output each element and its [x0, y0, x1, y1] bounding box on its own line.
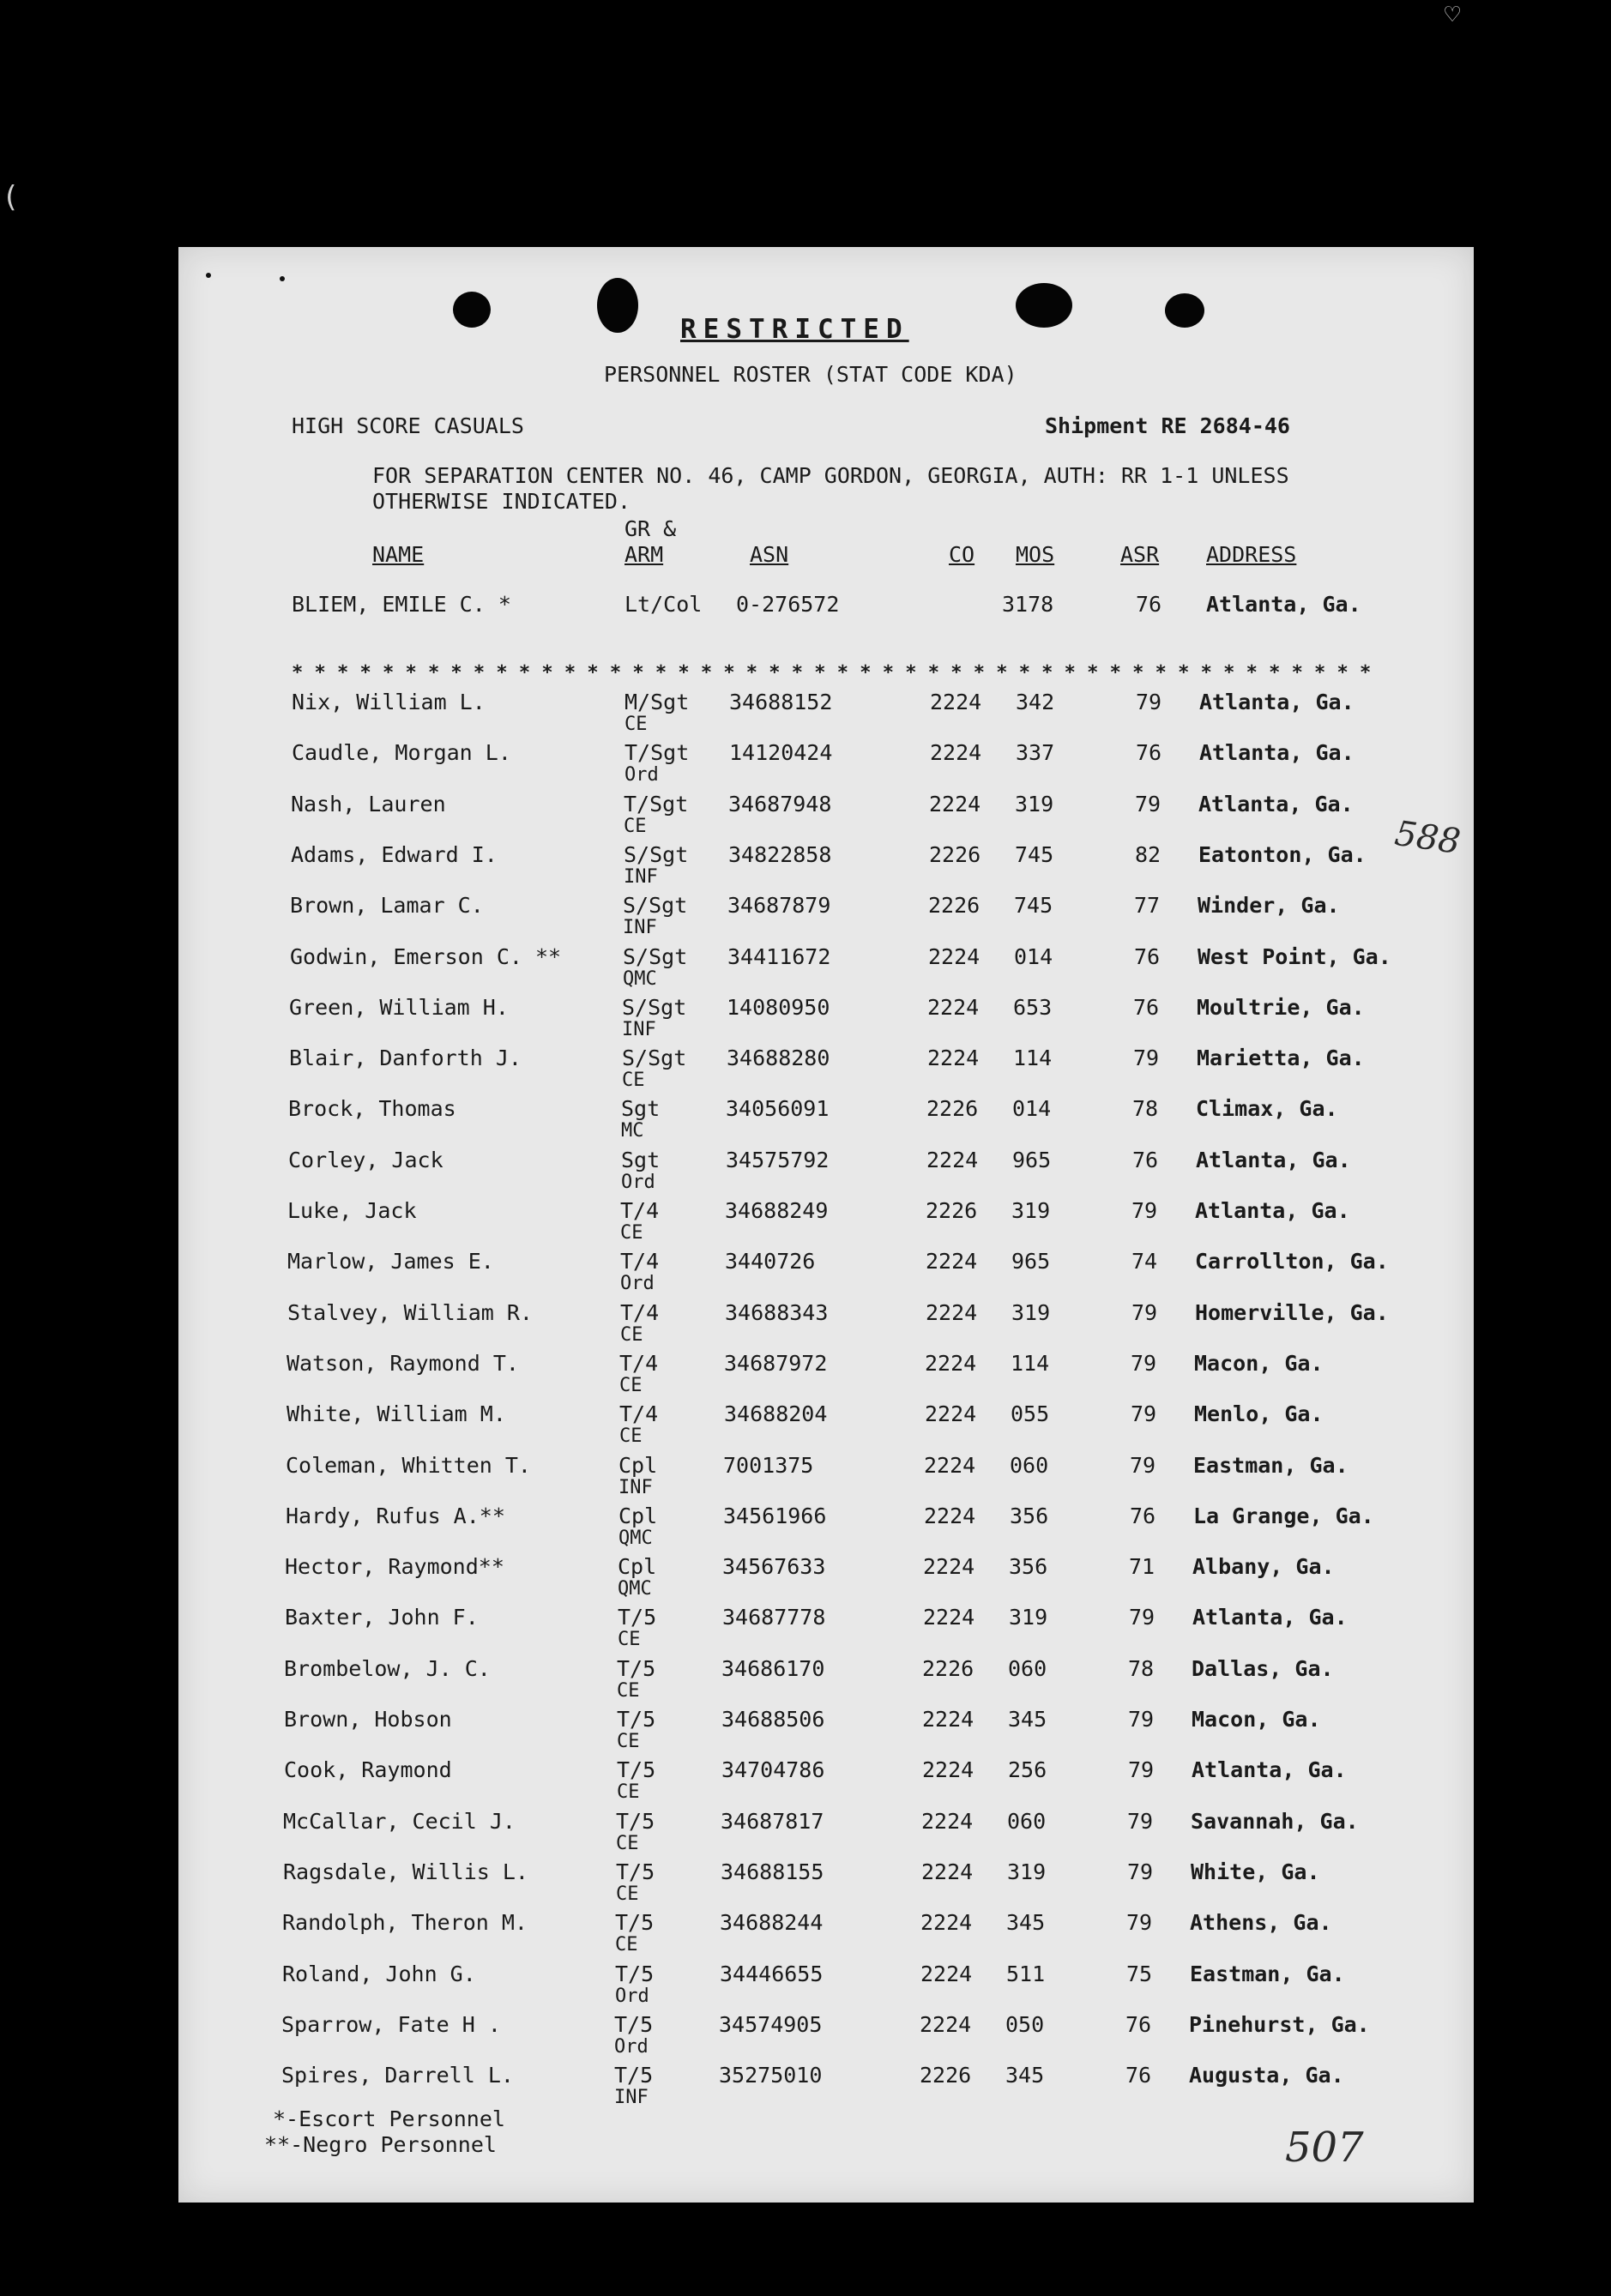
row-grade: T/Sgt: [624, 740, 690, 766]
row-arm: CE: [616, 1883, 639, 1905]
row-asn: 34688280: [727, 1046, 830, 1071]
row-name: Watson, Raymond T.: [287, 1350, 519, 1376]
row-co: 2224: [925, 1401, 977, 1427]
row-name: Hardy, Rufus A.**: [286, 1503, 505, 1528]
row-co: 2226: [929, 841, 981, 867]
row-co: 2226: [928, 893, 980, 919]
row-grade: S/Sgt: [624, 841, 689, 867]
row-grade: T/4: [620, 1249, 660, 1275]
row-arm: QMC: [618, 1578, 652, 1600]
row-mos: 345: [1005, 2063, 1045, 2088]
row-asn: 34686170: [721, 1655, 825, 1681]
row-mos: 114: [1013, 1046, 1053, 1071]
row-co: 2224: [926, 1147, 979, 1172]
row-co: 2224: [926, 1249, 978, 1275]
destination-line-2: OTHERWISE INDICATED.: [372, 489, 631, 514]
row-asr: 79: [1128, 1707, 1155, 1732]
row-mos: 014: [1012, 1096, 1052, 1122]
row-grade: Cpl: [618, 1452, 658, 1478]
row-asn: 14120424: [729, 740, 833, 766]
scan-corner-glyph: ♡: [1445, 0, 1461, 30]
row-asr: 76: [1136, 740, 1162, 766]
row-name: Corley, Jack: [288, 1147, 443, 1172]
row-co: 2224: [921, 1808, 974, 1834]
row-name: Luke, Jack: [287, 1198, 417, 1223]
group-label: HIGH SCORE CASUALS: [292, 413, 524, 438]
row-address: Atlanta, Ga.: [1199, 740, 1355, 766]
row-grade: T/5: [615, 1910, 655, 1936]
shipment-label: Shipment RE 2684-46: [1045, 413, 1290, 438]
row-grade: S/Sgt: [622, 994, 687, 1020]
row-arm: CE: [624, 714, 648, 735]
column-header-arm: ARM: [624, 542, 664, 567]
escort-address: Atlanta, Ga.: [1206, 592, 1361, 617]
row-arm: INF: [618, 1476, 653, 1498]
row-asn: 34688343: [725, 1299, 829, 1325]
row-grade: S/Sgt: [623, 893, 688, 919]
row-arm: INF: [623, 917, 657, 939]
row-name: Caudle, Morgan L.: [292, 740, 511, 766]
row-address: Eatonton, Ga.: [1198, 841, 1367, 867]
row-asn: 35275010: [719, 2063, 823, 2088]
row-asr: 76: [1130, 1503, 1156, 1528]
row-name: Green, William H.: [289, 994, 509, 1020]
column-header-name: NAME: [372, 542, 425, 567]
row-mos: 511: [1006, 1961, 1046, 1986]
row-co: 2224: [930, 690, 982, 714]
row-co: 2224: [923, 1605, 975, 1630]
row-co: 2224: [921, 1859, 974, 1884]
row-asr: 79: [1131, 1198, 1158, 1223]
column-header-asr: ASR: [1120, 542, 1160, 567]
punch-hole: [1165, 293, 1204, 328]
row-asr: 82: [1135, 841, 1161, 867]
row-asn: 14080950: [727, 994, 830, 1020]
row-mos: 345: [1008, 1707, 1047, 1732]
row-arm: CE: [617, 1679, 640, 1702]
row-mos: 345: [1006, 1910, 1046, 1936]
row-address: Atlanta, Ga.: [1192, 1605, 1348, 1630]
row-asn: 34687972: [724, 1350, 828, 1376]
row-arm: CE: [624, 815, 647, 837]
row-address: Carrollton, Ga.: [1195, 1249, 1389, 1275]
row-address: Savannah, Ga.: [1191, 1808, 1359, 1834]
row-arm: CE: [617, 1731, 640, 1752]
escort-mos: 3178: [1002, 592, 1054, 617]
row-asn: 34688244: [720, 1910, 824, 1936]
column-header-address: ADDRESS: [1206, 542, 1297, 567]
row-arm: CE: [619, 1374, 643, 1396]
row-asr: 79: [1131, 1401, 1157, 1427]
row-co: 2224: [922, 1707, 974, 1732]
row-address: Macon, Ga.: [1192, 1707, 1321, 1732]
row-grade: T/4: [620, 1299, 660, 1325]
row-name: Blair, Danforth J.: [289, 1046, 522, 1071]
row-name: Marlow, James E.: [287, 1249, 494, 1275]
row-arm: QMC: [623, 967, 657, 990]
row-arm: CE: [618, 1629, 641, 1651]
row-mos: 319: [1015, 791, 1054, 817]
row-mos: 319: [1011, 1198, 1051, 1223]
row-asn: 34687778: [722, 1605, 826, 1630]
row-asr: 79: [1130, 1452, 1156, 1478]
paper-speck: [206, 273, 211, 278]
row-address: Marietta, Ga.: [1197, 1046, 1365, 1071]
row-co: 2224: [930, 740, 982, 766]
row-arm: INF: [624, 865, 658, 888]
classification-stamp: RESTRICTED: [680, 314, 909, 345]
row-name: McCallar, Cecil J.: [283, 1808, 516, 1834]
row-address: Menlo, Ga.: [1194, 1401, 1324, 1427]
row-name: Nash, Lauren: [291, 791, 446, 817]
row-co: 2224: [924, 1452, 976, 1478]
row-address: Pinehurst, Ga.: [1189, 2011, 1370, 2037]
row-co: 2224: [927, 994, 980, 1020]
row-name: Hector, Raymond**: [285, 1554, 504, 1580]
row-asr: 76: [1125, 2063, 1152, 2088]
row-asn: 34688155: [721, 1859, 824, 1884]
row-co: 2224: [928, 943, 980, 969]
row-asr: 77: [1134, 893, 1161, 919]
row-mos: 055: [1011, 1401, 1050, 1427]
column-header-co: CO: [949, 542, 975, 567]
row-asn: 34446655: [720, 1961, 824, 1986]
row-asr: 76: [1133, 994, 1160, 1020]
row-name: Brock, Thomas: [288, 1096, 456, 1122]
row-co: 2224: [929, 791, 981, 817]
row-grade: T/4: [619, 1401, 659, 1427]
row-asr: 79: [1126, 1910, 1153, 1936]
row-asr: 79: [1133, 1046, 1160, 1071]
roster-title: PERSONNEL ROSTER (STAT CODE KDA): [604, 362, 1017, 387]
row-asr: 79: [1136, 690, 1162, 714]
row-asr: 79: [1129, 1605, 1155, 1630]
row-address: White, Ga.: [1191, 1859, 1320, 1884]
row-co: 2224: [920, 1910, 973, 1936]
row-co: 2226: [920, 2063, 972, 2088]
row-grade: T/5: [617, 1707, 656, 1732]
column-header-mos: MOS: [1016, 542, 1055, 567]
row-mos: 965: [1012, 1147, 1052, 1172]
row-grade: Cpl: [618, 1554, 657, 1580]
row-asr: 78: [1132, 1096, 1159, 1122]
handwritten-page-number-top: 588: [1392, 813, 1463, 863]
row-grade: T/4: [620, 1198, 660, 1223]
row-asr: 79: [1131, 1350, 1157, 1376]
row-arm: INF: [622, 1018, 656, 1040]
row-asn: 34567633: [722, 1554, 826, 1580]
row-name: Coleman, Whitten T.: [286, 1452, 531, 1478]
row-arm: Ord: [620, 1273, 655, 1295]
row-grade: Cpl: [618, 1503, 658, 1528]
row-name: Cook, Raymond: [284, 1757, 452, 1783]
row-grade: S/Sgt: [623, 943, 688, 969]
row-arm: INF: [614, 2087, 649, 2109]
row-address: Macon, Ga.: [1194, 1350, 1324, 1376]
row-asn: 7001375: [723, 1452, 814, 1478]
row-mos: 319: [1007, 1859, 1047, 1884]
row-name: Baxter, John F.: [285, 1605, 479, 1630]
row-grade: T/5: [616, 1859, 655, 1884]
column-header-gr: GR &: [624, 516, 677, 541]
row-address: Atlanta, Ga.: [1199, 690, 1355, 714]
row-asr: 79: [1127, 1808, 1154, 1834]
row-arm: MC: [621, 1120, 644, 1142]
row-address: Moultrie, Ga.: [1197, 994, 1365, 1020]
row-mos: 337: [1016, 740, 1055, 766]
row-arm: CE: [615, 1934, 638, 1956]
row-asr: 76: [1134, 943, 1161, 969]
scan-corner-mark: (: [2, 180, 20, 214]
row-asn: 34411672: [727, 943, 831, 969]
row-address: Albany, Ga.: [1192, 1554, 1335, 1580]
row-asr: 76: [1132, 1147, 1159, 1172]
column-header-asn: ASN: [750, 542, 789, 567]
row-grade: T/4: [619, 1350, 659, 1376]
punch-hole: [597, 278, 638, 333]
row-asn: 34574905: [719, 2011, 823, 2037]
row-asn: 34056091: [726, 1096, 830, 1122]
row-co: 2224: [924, 1503, 976, 1528]
row-co: 2226: [922, 1655, 974, 1681]
row-mos: 060: [1010, 1452, 1049, 1478]
row-asn: 34687948: [728, 791, 832, 817]
row-address: La Grange, Ga.: [1193, 1503, 1374, 1528]
row-asn: 3440726: [725, 1249, 816, 1275]
legend-escort: *-Escort Personnel: [273, 2106, 505, 2131]
row-mos: 114: [1011, 1350, 1050, 1376]
row-grade: Sgt: [621, 1096, 661, 1122]
escort-name: BLIEM, EMILE C. *: [292, 592, 511, 617]
punch-hole: [1016, 283, 1072, 328]
row-mos: 965: [1011, 1249, 1051, 1275]
row-grade: T/Sgt: [624, 791, 689, 817]
row-grade: S/Sgt: [622, 1046, 687, 1071]
row-asr: 79: [1127, 1859, 1154, 1884]
row-asr: 75: [1126, 1961, 1153, 1986]
row-arm: CE: [620, 1323, 643, 1346]
row-address: Atlanta, Ga.: [1195, 1198, 1350, 1223]
row-asr: 78: [1128, 1655, 1155, 1681]
row-address: Climax, Ga.: [1196, 1096, 1338, 1122]
row-name: Godwin, Emerson C. **: [290, 943, 562, 969]
row-address: West Point, Ga.: [1198, 943, 1391, 969]
row-asr: 79: [1128, 1757, 1155, 1783]
row-asn: 34561966: [723, 1503, 827, 1528]
row-name: Spires, Darrell L.: [281, 2063, 514, 2088]
escort-grade: Lt/Col: [624, 592, 703, 617]
row-asr: 79: [1131, 1299, 1158, 1325]
row-arm: QMC: [618, 1527, 653, 1549]
separator-stars: * * * * * * * * * * * * * * * * * * * * * * * * * * * * * * * * * * * * * * * * * * * * * * * *: [292, 662, 1372, 684]
row-address: Homerville, Ga.: [1195, 1299, 1389, 1325]
row-arm: Ord: [614, 2035, 649, 2058]
row-mos: 060: [1007, 1808, 1047, 1834]
row-asr: 79: [1135, 791, 1161, 817]
row-co: 2224: [922, 1757, 974, 1783]
row-grade: T/5: [617, 1757, 656, 1783]
row-name: Adams, Edward I.: [291, 841, 498, 867]
legend-negro: **-Negro Personnel: [264, 2132, 497, 2157]
punch-hole: [453, 292, 491, 328]
row-name: Roland, John G.: [282, 1961, 476, 1986]
row-grade: T/5: [614, 2011, 654, 2037]
row-asn: 34688204: [724, 1401, 828, 1427]
row-arm: CE: [619, 1425, 643, 1448]
row-arm: CE: [620, 1222, 643, 1244]
row-grade: T/5: [614, 2063, 654, 2088]
row-name: White, William M.: [287, 1401, 506, 1427]
row-co: 2224: [925, 1350, 977, 1376]
row-asn: 34688249: [725, 1198, 829, 1223]
row-name: Stalvey, William R.: [287, 1299, 533, 1325]
row-asn: 34687879: [727, 893, 831, 919]
row-name: Brown, Hobson: [284, 1707, 452, 1732]
row-address: Eastman, Ga.: [1190, 1961, 1345, 1986]
row-name: Sparrow, Fate H .: [281, 2011, 501, 2037]
row-co: 2226: [926, 1096, 979, 1122]
row-grade: T/5: [617, 1655, 656, 1681]
row-name: Brombelow, J. C.: [284, 1655, 491, 1681]
row-grade: T/5: [615, 1961, 655, 1986]
row-asr: 74: [1131, 1249, 1158, 1275]
row-co: 2226: [926, 1198, 978, 1223]
row-co: 2224: [920, 2011, 972, 2037]
row-asn: 34688506: [721, 1707, 825, 1732]
row-mos: 745: [1014, 893, 1053, 919]
row-mos: 050: [1005, 2011, 1045, 2037]
row-mos: 060: [1008, 1655, 1047, 1681]
row-mos: 342: [1016, 690, 1055, 714]
row-name: Brown, Lamar C.: [290, 893, 484, 919]
row-address: Atlanta, Ga.: [1192, 1757, 1347, 1783]
row-arm: CE: [617, 1781, 640, 1804]
row-grade: T/5: [616, 1808, 655, 1834]
handwritten-page-number-bottom: 507: [1285, 2124, 1364, 2172]
row-arm: Ord: [615, 1985, 649, 2007]
row-mos: 319: [1009, 1605, 1048, 1630]
row-arm: CE: [616, 1832, 639, 1854]
row-asn: 34575792: [726, 1147, 830, 1172]
row-mos: 356: [1010, 1503, 1049, 1528]
row-address: Winder, Ga.: [1198, 893, 1340, 919]
row-address: Eastman, Ga.: [1193, 1452, 1349, 1478]
row-address: Atlanta, Ga.: [1196, 1147, 1351, 1172]
roster-page: [178, 247, 1474, 2203]
row-mos: 356: [1009, 1554, 1048, 1580]
row-asr: 76: [1125, 2011, 1152, 2037]
row-mos: 256: [1008, 1757, 1047, 1783]
row-asn: 34704786: [721, 1757, 825, 1783]
row-mos: 745: [1015, 841, 1054, 867]
row-asn: 34687817: [721, 1808, 824, 1834]
escort-asn: 0-276572: [736, 592, 840, 617]
row-asn: 34822858: [728, 841, 832, 867]
row-grade: T/5: [618, 1605, 657, 1630]
row-mos: 653: [1013, 994, 1053, 1020]
row-grade: Sgt: [621, 1147, 661, 1172]
row-grade: M/Sgt: [624, 690, 690, 714]
row-mos: 319: [1011, 1299, 1051, 1325]
row-co: 2224: [920, 1961, 973, 1986]
row-asn: 34688152: [729, 690, 833, 714]
row-co: 2224: [926, 1299, 978, 1325]
row-co: 2224: [923, 1554, 975, 1580]
row-name: Ragsdale, Willis L.: [283, 1859, 528, 1884]
row-co: 2224: [927, 1046, 980, 1071]
row-name: Randolph, Theron M.: [282, 1910, 528, 1936]
row-address: Athens, Ga.: [1190, 1910, 1332, 1936]
row-address: Augusta, Ga.: [1189, 2063, 1344, 2088]
paper-speck: [280, 276, 285, 281]
row-mos: 014: [1014, 943, 1053, 969]
row-name: Nix, William L.: [292, 690, 486, 714]
row-asr: 71: [1129, 1554, 1155, 1580]
row-arm: Ord: [621, 1171, 655, 1193]
row-address: Dallas, Ga.: [1192, 1655, 1334, 1681]
row-address: Atlanta, Ga.: [1198, 791, 1354, 817]
escort-asr: 76: [1136, 592, 1162, 617]
destination-line-1: FOR SEPARATION CENTER NO. 46, CAMP GORDON, GEORGIA, AUTH: RR 1-1 UNLESS: [372, 463, 1289, 488]
row-arm: CE: [622, 1070, 645, 1092]
row-arm: Ord: [624, 764, 659, 786]
